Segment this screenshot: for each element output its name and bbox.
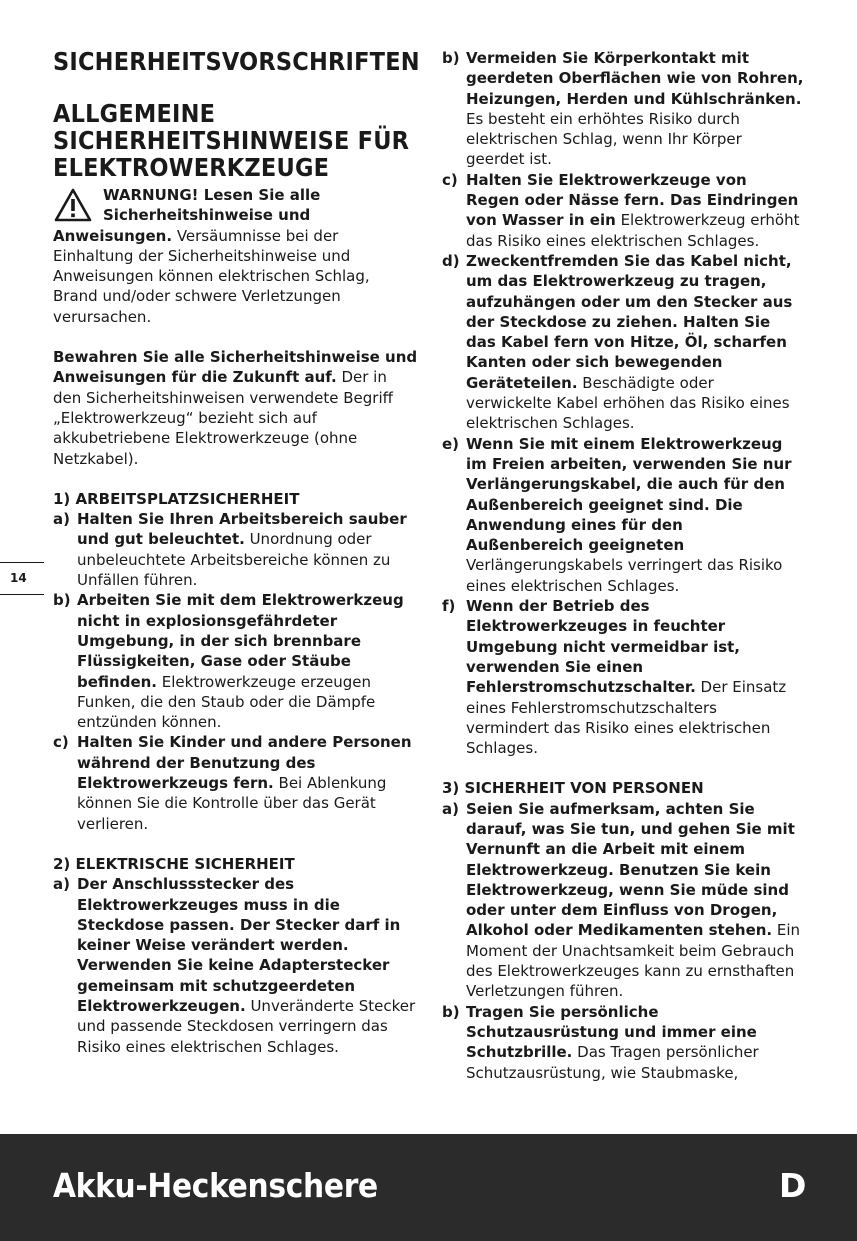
section-heading-3: 3) SICHERHEIT VON PERSONEN <box>442 779 704 798</box>
warning-block <box>53 185 418 327</box>
footer-product-title: Akku-Heckenschere <box>53 1166 378 1205</box>
page-title: SICHERHEITSVORSCHRIFTEN <box>53 47 420 76</box>
warning-triangle-icon <box>53 187 93 223</box>
list-item: a) Halten Sie Ihren Arbeitsbereich sauber und gut beleuchtet. Unordnung oder unbeleuchtete Arbeitsbereiche können zu Unfällen führen. <box>53 510 407 590</box>
list-item: c) Halten Sie Kinder und andere Personen während der Benutzung des Elektrowerkzeugs fern. Bei Ablenkung können Sie die Kontrolle über das Gerät verlieren. <box>53 733 412 833</box>
list-item: b) Arbeiten Sie mit dem Elektrowerkzeug nicht in explosionsgefährdeter Umgebung, in der sich brennbare Flüssigkeiten, Gase oder Stäube befinden. Elektrowerkzeuge erzeugen Funken, die den Staub oder die Dämpfe entzünden können. <box>53 591 404 732</box>
page-number: 14 <box>0 562 44 595</box>
section-heading-general: ALLGEMEINE SICHERHEITSHINWEISE FÜR ELEKTROWERKZEUGE <box>53 99 410 182</box>
list-item: e) Wenn Sie mit einem Elektrowerkzeug im Freien arbeiten, verwenden Sie nur Verlängerungskabel, die auch für den Außenbereich geeignet sind. Die Anwendung eines für den Außenbereich geeigneten Verlängerungskabels verringert das Risiko eines elektrischen Schlages. <box>442 434 792 595</box>
list-item: b) Vermeiden Sie Körperkontakt mit geerdeten Oberflächen wie von Rohren, Heizungen, Herden und Kühlschränken. Es besteht ein erhöhtes Risiko durch elektrischen Schlag, wenn Ihr Körper geerdet ist. <box>442 49 804 169</box>
left-column <box>53 48 418 1057</box>
footer-language-code: D <box>779 1166 807 1205</box>
list-item: a) Der Anschlussstecker des Elektrowerkzeuges muss in die Steckdose passen. Der Stecker darf in keiner Weise verändert werden. Verwenden Sie keine Adapterstecker gemeinsam mit schutzgeerdeten Elektrowerkzeugen. Unveränderte Stecker und passende Steckdosen verringern das Risiko eines elektrischen Schlages. <box>53 875 416 1056</box>
list-item: c) Halten Sie Elektrowerkzeuge von Regen oder Nässe fern. Das Eindringen von Wasser in ein Elektrowerkzeug erhöht das Risiko eines elektrischen Schlages. <box>442 170 800 250</box>
list-item: f) Wenn der Betrieb des Elektrowerkzeuges in feuchter Umgebung nicht vermeidbar ist, verwenden Sie einen Fehlerstromschutzschalter. Der Einsatz eines Fehlerstromschutzschalters vermindert das Risiko eines elektrischen Schlages. <box>442 597 787 758</box>
list-item: d) Zweckentfremden Sie das Kabel nicht, um das Elektrowerkzeug zu tragen, aufzuhängen oder um den Stecker aus der Steckdose zu ziehen. Halten Sie das Kabel fern von Hitze, Öl, scharfen Kanten oder sich bewegenden Geräteteilen. Beschädigte oder verwickelte Kabel erhöhen das Risiko eines elektrischen Schlages. <box>442 251 793 433</box>
list-item: b) Tragen Sie persönliche Schutzausrüstung und immer eine Schutzbrille. Das Tragen persönlicher Schutzausrüstung, wie Staubmaske, <box>442 1002 759 1082</box>
section-heading-2: 2) ELEKTRISCHE SICHERHEIT <box>53 854 295 873</box>
list-item: a) Seien Sie aufmerksam, achten Sie darauf, was Sie tun, und gehen Sie mit Vernunft an die Arbeit mit einem Elektrowerkzeug. Benutzen Sie kein Elektrowerkzeug, wenn Sie müde sind oder unter dem Einfluss von Drogen, Alkohol oder Medikamenten stehen. Ein Moment der Unachtsamkeit beim Gebrauch des Elektrowerkzeuges kann zu ernsthaften Verletzungen führen. <box>442 799 801 1001</box>
warning-bold: WARNUNG! Lesen Sie alle Sicherheitshinweise und Anweisungen. <box>53 186 321 245</box>
right-column <box>442 48 804 1083</box>
warning-text: Versäumnisse bei der Einhaltung der Sicherheitshinweise und Anweisungen können elektrischen Schlag, Brand und/oder schwere Verletzungen verursachen. <box>53 226 370 326</box>
section-heading-1: 1) ARBEITSPLATZSICHERHEIT <box>53 489 300 508</box>
keep-instructions: Bewahren Sie alle Sicherheitshinweise und Anweisungen für die Zukunft auf. Der in den Sicherheitshinweisen verwendete Begriff „Elektrowerkzeug“ bezieht sich auf akkubetriebene Elektrowerkzeuge (ohne Netzkabel). <box>53 348 418 468</box>
